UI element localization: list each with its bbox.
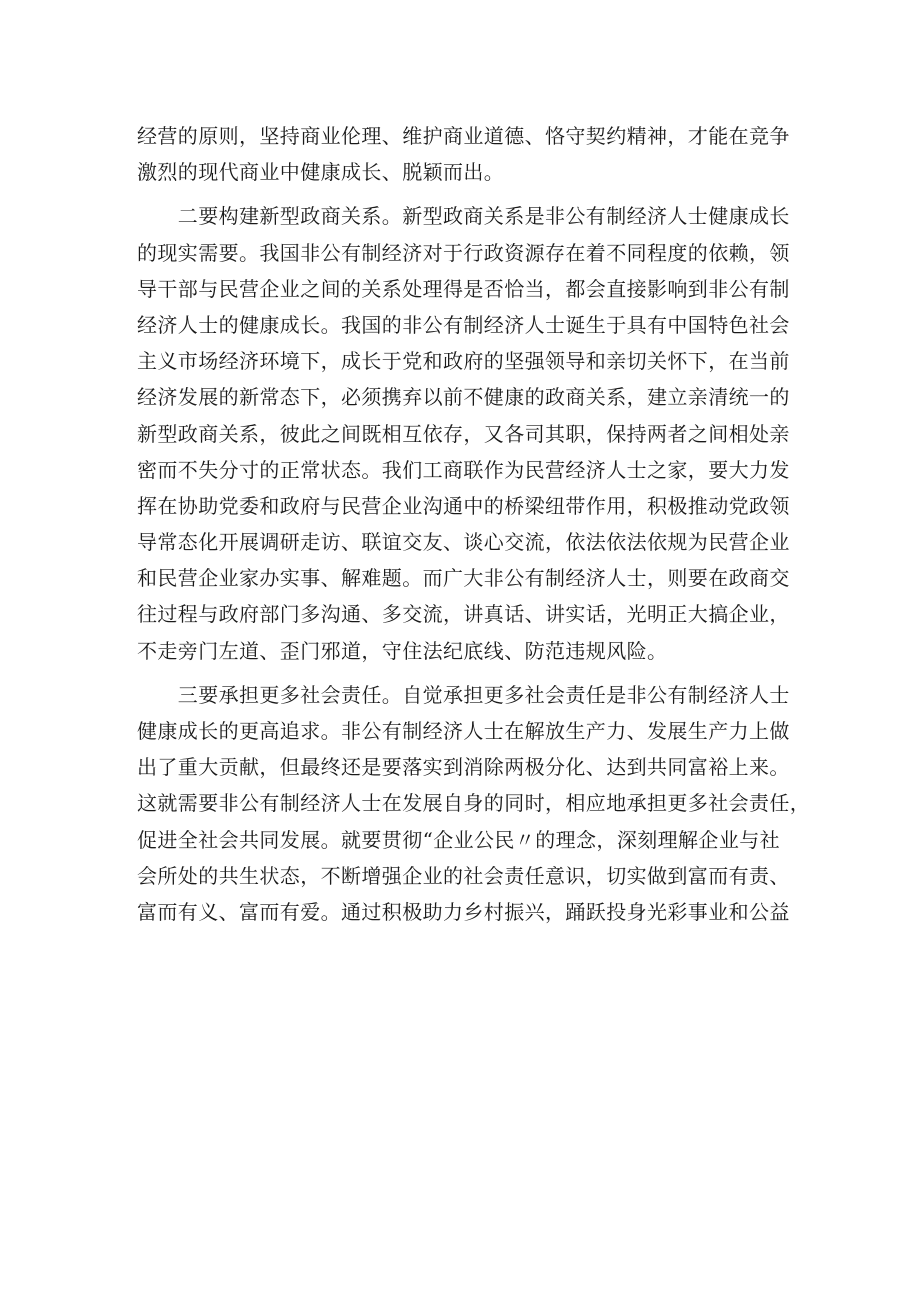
text-line: 激烈的现代商业中健康成长、脱颖而出。 xyxy=(137,160,505,185)
text-line: 的现实需要。我国非公有制经济对于行政资源存在着不同程度的依赖，领 xyxy=(137,240,790,265)
paragraph xyxy=(137,118,797,190)
paragraph xyxy=(137,677,811,930)
text-line: 二要构建新型政商关系。新型政商关系是非公有制经济人士健康成长 xyxy=(137,204,790,229)
text-line: 不走旁门左道、歪门邪道，守住法纪底线、防范违规风险。 xyxy=(137,638,668,663)
text-line: 会所处的共生状态，不断增强企业的社会责任意识，切实做到富而有责、 xyxy=(137,863,790,888)
text-line: 挥在协助党委和政府与民营企业沟通中的桥梁纽带作用，积极推动党政领 xyxy=(137,493,790,518)
text-line: 经济人士的健康成长。我国的非公有制经济人士诞生于具有中国特色社会 xyxy=(137,312,790,337)
text-line: 导干部与民营企业之间的关系处理得是否恰当，都会直接影响到非公有制 xyxy=(137,276,790,301)
text-line: 往过程与政府部门多沟通、多交流，讲真话、讲实话，光明正大搞企业， xyxy=(137,602,790,627)
text-line: 出了重大贡献，但最终还是要落实到消除两极分化、达到共同富裕上来。 xyxy=(137,755,790,780)
text-line: 主义市场经济环境下，成长于党和政府的坚强领导和亲切关怀下，在当前 xyxy=(137,349,790,374)
paragraph xyxy=(137,198,797,668)
text-line: 新型政商关系，彼此之间既相互依存，又各司其职，保持两者之间相处亲 xyxy=(137,421,790,446)
document-body xyxy=(137,118,811,930)
text-line: 促进全社会共同发展。就要贯彻“企业公民〃的理念，深刻理解企业与社 xyxy=(137,827,781,852)
text-line: 富而有义、富而有爱。通过积极助力乡村振兴，踊跃投身光彩事业和公益 xyxy=(137,899,790,924)
text-line: 密而不失分寸的正常状态。我们工商联作为民营经济人士之家，要大力发 xyxy=(137,457,790,482)
text-line: 健康成长的更高追求。非公有制经济人士在解放生产力、发展生产力上做 xyxy=(137,719,790,743)
text-line: 经济发展的新常态下，必须携弃以前不健康的政商关系，建立亲清统一的 xyxy=(137,385,790,410)
text-line: 经营的原则，坚持商业伦理、维护商业道德、恪守契约精神，才能在竞争 xyxy=(137,124,790,148)
text-line: 三要承担更多社会责任。自觉承担更多社会责任是非公有制经济人士 xyxy=(137,682,790,707)
text-line: 导常态化开展调研走访、联谊交友、谈心交流，依法依法依规为民营企业 xyxy=(137,530,790,555)
text-line: 和民营企业家办实事、解难题。而广大非公有制经济人士，则要在政商交 xyxy=(137,566,790,591)
text-line: 这就需要非公有制经济人士在发展自身的同时，相应地承担更多社会责任， xyxy=(137,791,811,816)
